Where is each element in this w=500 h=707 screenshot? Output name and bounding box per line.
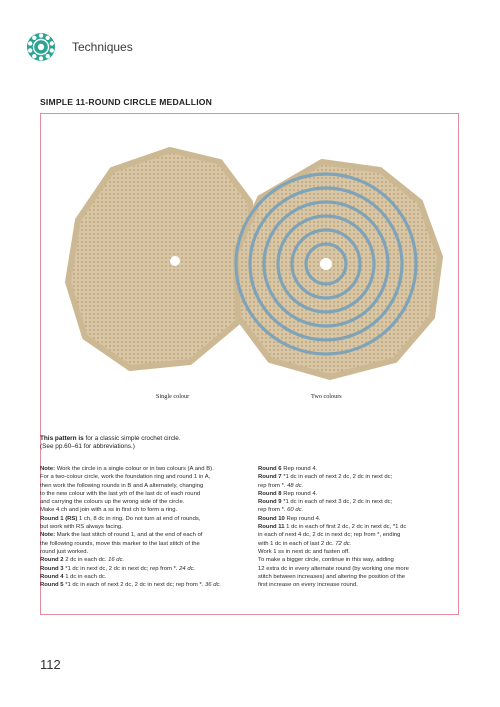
- intro-line2: (See pp.60–61 for abbreviations.): [40, 443, 135, 450]
- round-label: Round 10: [258, 515, 285, 522]
- page-number: 112: [40, 657, 61, 672]
- stitch-count: 36 dc.: [205, 582, 222, 589]
- caption-single-colour: Single colour: [156, 393, 190, 400]
- round-label: Round 11: [258, 524, 285, 531]
- instruction-text: stitch between increases) and altering the position of the: [258, 573, 406, 580]
- instruction-text: round just worked.: [40, 548, 89, 555]
- instruction-line: [258, 490, 456, 498]
- round-label: Round 9: [258, 499, 282, 506]
- instruction-line: [40, 515, 252, 523]
- instruction-text: and carrying the colours up the wrong side of the circle.: [40, 499, 185, 506]
- instruction-text: 12 extra dc in every alternate round (by working one more: [258, 565, 409, 572]
- round-label: Note:: [40, 532, 56, 539]
- instruction-text: Rep round 4.: [281, 490, 318, 497]
- round-label: Round 6: [258, 466, 282, 472]
- instruction-text: Make 4 ch and join with a ss in first ch to form a ring.: [40, 507, 178, 514]
- instruction-text: in each of next 4 dc, 2 dc in next dc; rep from *, ending: [258, 532, 401, 539]
- instruction-line: [40, 531, 252, 539]
- instruction-text: to the new colour with the last yrh of the last dc of each round: [40, 490, 201, 497]
- instruction-text: but work with RS always facing.: [40, 524, 123, 531]
- round-label: Note:: [40, 466, 56, 472]
- instruction-line: [40, 473, 252, 481]
- instruction-line: [258, 581, 456, 589]
- instruction-line: [40, 540, 252, 548]
- intro-lead: This pattern is: [40, 435, 84, 442]
- flower-medallion-icon: [26, 32, 56, 62]
- instruction-line: [258, 556, 456, 564]
- instruction-line: [258, 473, 456, 481]
- instruction-text: the following rounds, move this marker to the last stitch of the: [40, 540, 200, 547]
- two-colour-circle: [236, 162, 440, 377]
- instruction-text: Work 1 ss in next dc and fasten off.: [258, 548, 350, 555]
- round-label: Round 7: [258, 474, 282, 481]
- crochet-circles-photo: [60, 132, 455, 392]
- instruction-line: [40, 498, 252, 506]
- instructions-right-column: [258, 465, 456, 589]
- intro-rest: for a classic simple crochet circle.: [83, 435, 181, 442]
- round-label: Round 2: [40, 557, 64, 564]
- instruction-text: first increase on every increase round.: [258, 582, 358, 589]
- single-colour-circle: [68, 150, 256, 368]
- instruction-line: [40, 523, 252, 531]
- instruction-line: [258, 565, 456, 573]
- instruction-line: [258, 531, 456, 539]
- instruction-text: 2 dc in each dc.: [63, 557, 109, 564]
- instruction-text: *1 dc in next dc, 2 dc in next dc; rep from *.: [63, 565, 180, 572]
- instruction-text: Rep round 4.: [284, 515, 321, 522]
- instruction-text: 1 dc in each of first 2 dc, 2 dc in next dc, *1 dc: [284, 524, 407, 531]
- instruction-line: [258, 573, 456, 581]
- instruction-text: with 1 dc in each of last 2 dc.: [258, 540, 336, 547]
- section-name: Techniques: [72, 40, 133, 54]
- intro-text: [40, 435, 250, 451]
- instruction-line: [40, 482, 252, 490]
- instruction-line: [258, 465, 456, 473]
- instruction-line: [40, 565, 252, 573]
- round-label: Round 5: [40, 582, 64, 589]
- instruction-line: [258, 498, 456, 506]
- instruction-line: [40, 581, 252, 589]
- instruction-text: rep from *.: [258, 482, 288, 489]
- instruction-line: [258, 540, 456, 548]
- instruction-text: 1 ch, 8 dc in ring. Do not turn at end of rounds,: [77, 515, 201, 522]
- instruction-text: *1 dc in each of next 2 dc, 2 dc in next dc;: [281, 474, 393, 481]
- instruction-line: [258, 515, 456, 523]
- round-label: Round 3: [40, 565, 64, 572]
- instruction-line: [258, 523, 456, 531]
- instruction-text: For a two-colour circle, work the foundation ring and round 1 in A,: [40, 474, 211, 481]
- caption-two-colours: Two colours: [311, 393, 342, 400]
- instruction-text: rep from *.: [258, 507, 288, 514]
- instruction-line: [40, 465, 252, 473]
- instruction-text: Work the circle in a single colour or in two colours (A and B).: [55, 466, 214, 472]
- instructions-left-column: [40, 465, 252, 589]
- stitch-count: 72 dc.: [335, 540, 352, 547]
- instruction-line: [40, 573, 252, 581]
- stitch-count: 16 dc.: [108, 557, 125, 564]
- instruction-text: then work the following rounds in B and A alternately, changing: [40, 482, 204, 489]
- instruction-text: To make a bigger circle, continue in this way, adding: [258, 557, 394, 564]
- instruction-text: *1 dc in each of next 2 dc, 2 dc in next dc; rep from *.: [63, 582, 206, 589]
- instruction-text: *1 dc in each of next 3 dc, 2 dc in next dc;: [281, 499, 393, 506]
- round-label: Round 4: [40, 573, 64, 580]
- pattern-title: SIMPLE 11-ROUND CIRCLE MEDALLION: [40, 97, 213, 107]
- round-label: Round 8: [258, 490, 282, 497]
- instruction-line: [258, 482, 456, 490]
- stitch-count: 24 dc.: [179, 565, 196, 572]
- instruction-line: [40, 548, 252, 556]
- instruction-line: [40, 490, 252, 498]
- stitch-count: 48 dc.: [287, 482, 304, 489]
- instruction-line: [40, 556, 252, 564]
- instruction-text: Mark the last stitch of round 1, and at the end of each of: [55, 532, 203, 539]
- stitch-count: 60 dc.: [287, 507, 304, 514]
- instruction-text: Rep round 4.: [281, 466, 318, 472]
- round-label: Round 1 (RS): [40, 515, 78, 522]
- instruction-line: [40, 506, 252, 514]
- instruction-text: 1 dc in each dc.: [63, 573, 107, 580]
- instruction-line: [258, 548, 456, 556]
- instruction-line: [258, 506, 456, 514]
